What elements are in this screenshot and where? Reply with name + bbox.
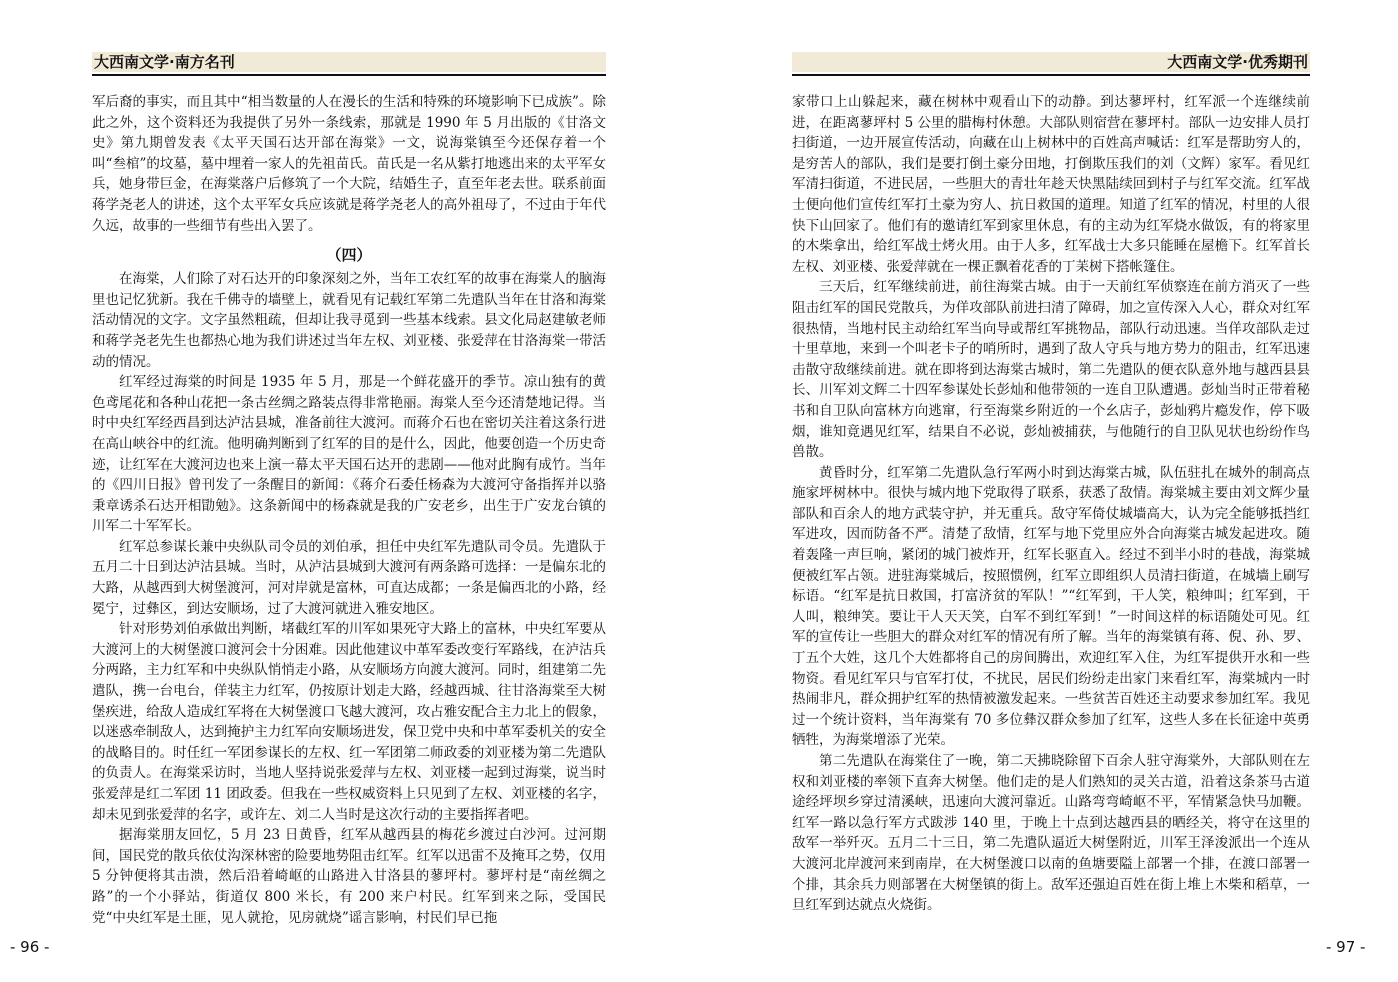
- paragraph: 据海棠朋友回忆，5 月 23 日黄昏，红军从越西县的梅花乡渡过白沙河。过河期间，国民党的散兵依仗沟深林密的险要地势阻击红军。红军以迅雷不及掩耳之势，仅用 5 分钟便将其击溃，然后沿着崎岖的山路进入甘洛县的蓼坪村。蓼坪村是“南丝绸之路”的一个小驿站，街道仅 800 米长，有 200 来户村民。红军到来之际，受国民党“中央红军是土匪，见人就抢，见房就烧”谣言影响，村民们早已拖: [92, 827, 606, 926]
- paragraph: 在海棠，人们除了对石达开的印象深刻之外，当年工农红军的故事在海棠人的脑海里也记忆犹新。我在千佛寺的墙壁上，就看见有记载红军第二先遣队当年在甘洛和海棠活动情况的文字。文字虽然粗疏，但却让我寻觅到一些基本线索。县文化局赵建敏老师和蒋学尧老先生也都热心地为我们讲述过当年左权、刘亚楼、张爱萍在甘洛海棠一带活动的情况。: [92, 271, 606, 370]
- left-page: [0, 0, 680, 982]
- paragraph: 红军总参谋长兼中央纵队司令员的刘伯承，担任中央红军先遣队司令员。先遣队于五月二十日到达泸沽县城。当时，从泸沽县城到大渡河有两条路可选择：一是偏东北的大路，从越西到大树堡渡河，河对岸就是富林，可直达成都；一条是偏西北的小路，经冕宁，过彝区，到达安顺场，过了大渡河就进入雅安地区。: [92, 538, 606, 617]
- right-header-rule: [792, 74, 1310, 76]
- paragraph: 针对形势刘伯承做出判断，堵截红军的川军如果死守大路上的富林，中央红军要从大渡河上的大树堡渡口渡河会十分困难。因此他建议中革军委改变行军路线，在泸沽兵分两路，主力红军和中央纵队悄悄走小路，从安顺场方向渡大渡河。同时，组建第二先遣队，携一台电台，佯装主力红军，仍按原计划走大路，经越西城、往甘洛海棠至大树堡疾进，给敌人造成红军将在大树堡渡口飞越大渡河，攻占雅安配合主力北上的假象，以迷惑牵制敌人，达到掩护主力红军向安顺场进发，保卫党中央和中革军委机关的安全的战略目的。时任红一军团参谋长的左权、红一军团第二师政委的刘亚楼为第二先遣队的负责人。在海棠采访时，当地人坚持说张爱萍与左权、刘亚楼一起到过海棠，说当时张爱萍是红二军团 11 团政委。但我在一些权威资料上只见到了左权、刘亚楼的名字，却未见到张爱萍的名字，或许左、刘二人当时是这次行动的主要指挥者吧。: [92, 621, 606, 823]
- paragraph: 第二先遣队在海棠住了一晚，第二天拂晓除留下百余人驻守海棠外，大部队则在左权和刘亚楼的率领下直奔大树堡。他们走的是人们熟知的灵关古道，沿着这条茶马古道途经坪坝乡穿过清溪峡，迅速向大渡河靠近。山路弯弯崎岖不平，军情紧急快马加鞭。红军一路以急行军方式跋涉 140 里，于晚上十点到达越西县的晒经关，将守在这里的敌军一举歼灭。五月二十三日，第二先遣队逼近大树堡附近，川军王泽浚派出一个连从大渡河北岸渡河来到南岸，在大树堡渡口以南的鱼塘要隘上部署一个排，在渡口部署一个排，其余兵力则部署在大树堡镇的街上。敌军还强迫百姓在街上堆上木柴和稻草，一旦红军到达就点火烧街。: [792, 753, 1310, 914]
- right-running-header: 大西南文学·优秀期刊: [792, 52, 1310, 72]
- section-title: （四）: [326, 246, 372, 265]
- paragraph: 红军经过海棠的时间是 1935 年 5 月，那是一个鲜花盛开的季节。凉山独有的黄色鸢尾花和各种山花把一条古丝绸之路装点得非常艳丽。海棠人至今还清楚地记得。当时中央红军经西昌到达泸沽县城，准备前往大渡河。而蒋介石也在密切关注着这条行进在高山峡谷中的红流。他明确判断到了红军的目的是什么，因此，他要创造一个历史奇迹，让红军在大渡河边也来上演一幕太平天国石达开的悲剧——他对此胸有成竹。当年的《四川日报》曾刊发了一条醒目的新闻：《蒋介石委任杨森为大渡河守备指挥并以骆秉章诱杀石达开相勖勉》。这条新闻中的杨森就是我的广安老乡，出生于广安龙台镇的川军二十军军长。: [92, 374, 606, 535]
- right-body-text: [792, 92, 1310, 916]
- left-header-rule: [92, 74, 606, 76]
- left-running-header: 大西南文学·南方名刊: [92, 52, 606, 72]
- right-page-number: - 97 -: [1326, 938, 1366, 956]
- right-page: [718, 0, 1398, 982]
- left-page-number: - 96 -: [10, 938, 50, 956]
- paragraph: 军后裔的事实，而且其中“相当数量的人在漫长的生活和特殊的环境影响下已成族”。除此之外，这个资料还为我提供了另外一条线索，那就是 1990 年 5 月出版的《甘洛文史》第九期曾发表《太平天国石达开部在海棠》一文，说海棠镇至今还保存着一个叫“叁棺”的坟墓，墓中埋着一家人的先祖苗氏。苗氏是一名从紫打地逃出来的太平军女兵，她身带巨金，在海棠落户后修筑了一个大院，结婚生子，直至年老去世。联系前面蒋学尧老人的讲述，这个太平军女兵应该就是蒋学尧老人的高外祖母了，不过由于年代久远，故事的一些细节有些出入罢了。: [92, 94, 606, 234]
- paragraph: 黄昏时分，红军第二先遣队急行军两小时到达海棠古城，队伍驻扎在城外的制高点施家坪树林中。很快与城内地下党取得了联系，获悉了敌情。海棠城主要由刘文辉少量部队和百余人的地方武装守护，并无重兵。敌守军倚仗城墙高大，认为完全能够抵挡红军进攻，因而防备不严。清楚了敌情，红军与地下党里应外合向海棠古城发起进攻。随着轰隆一声巨响，紧闭的城门被炸开，红军长驱直入。经过不到半小时的巷战，海棠城便被红军占领。进驻海棠城后，按照惯例，红军立即组织人员清扫街道，在城墙上刷写标语。“红军是抗日救国，打富济贫的军队！”“红军到，干人笑，粮绅叫；红军到，干人叫，粮绅笑。要让干人天天笑，白军不到红军到！”一时间这样的标语随处可见。红军的宣传让一些胆大的群众对红军的情况有所了解。当年的海棠镇有蒋、倪、孙、罗、丁五个大姓，这几个大姓都将自己的房间腾出，欢迎红军入住，为红军提供开水和一些物资。看见红军只与官军打仗，不扰民，居民们纷纷走出家门来看红军，海棠城内一时热闹非凡，群众拥护红军的热情被激发起来。一些贫苦百姓还主动要求参加红军。我见过一个统计资料，当年海棠有 70 多位彝汉群众参加了红军，这些人多在长征途中英勇牺牲，为海棠增添了光荣。: [792, 464, 1310, 749]
- left-body-text: [92, 92, 606, 928]
- paragraph: 三天后，红军继续前进，前往海棠古城。由于一天前红军侦察连在前方消灭了一些阻击红军的国民党散兵，为佯攻部队前进扫清了障碍，加之宣传深入人心，群众对红军很热情，当地村民主动给红军当向导或帮红军挑物品，部队行动迅速。当佯攻部队走过十里草地，来到一个叫老卡子的哨所时，遇到了敌人守兵与地方势力的阻击，红军迅速击散守敌继续前进。就在即将到达海棠古城时，第二先遣队的便衣队意外地与越西县县长、川军刘文辉二十四军参谋处长彭灿和他带领的一连自卫队遭遇。彭灿当时正带着秘书和自卫队向富林方向逃窜，行至海棠乡附近的一个幺店子，彭灿鸦片瘾发作，停下吸烟，谁知竟遇见红军，结果自不必说，彭灿被捕获，与他随行的自卫队见状也纷纷作鸟兽散。: [792, 279, 1310, 461]
- paragraph: 家带口上山躲起来，藏在树林中观看山下的动静。到达蓼坪村，红军派一个连继续前进，在距离蓼坪村 5 公里的腊梅村休憩。大部队则宿营在蓼坪村。部队一边安排人员打扫街道，一边开展宣传活动，向藏在山上树林中的百姓高声喊话：红军是帮助穷人的，是穷苦人的部队，我们是要打倒土豪分田地，打倒欺压我们的刘（文辉）家军。看见红军清扫街道，不进民居，一些胆大的青壮年趁天快黑陆续回到村子与红军交流。红军战士便向他们宣传红军打土豪为穷人、抗日救国的道理。知道了红军的情况，村里的人很快下山回家了。他们有的邀请红军到家里休息，有的主动为红军烧水做饭，有的将家里的木柴拿出，给红军战士烤火用。由于人多，红军战士大多只能睡在屋檐下。红军首长左权、刘亚楼、张爱萍就在一棵正飘着花香的丁苿树下搭帐篷住。: [792, 94, 1310, 275]
